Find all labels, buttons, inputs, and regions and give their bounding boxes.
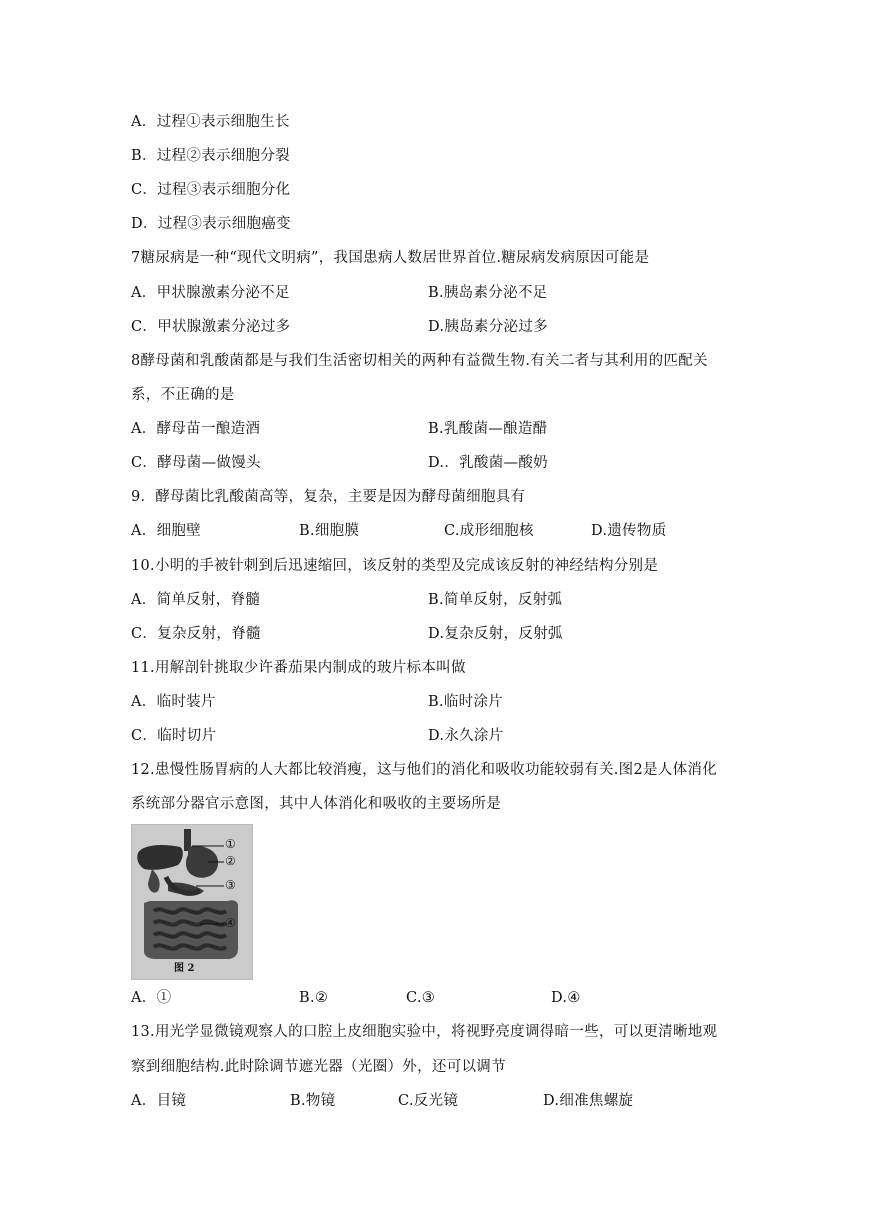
q7-option-a: A．甲状腺激素分泌不足 bbox=[131, 285, 290, 301]
q9-option-d: D.遗传物质 bbox=[591, 523, 667, 539]
digestive-system-figure bbox=[131, 824, 253, 980]
q13-option-b: B.物镜 bbox=[290, 1093, 336, 1109]
q10-option-b: B.简单反射，反射弧 bbox=[428, 592, 563, 608]
q6-option-a: A．过程①表示细胞生长 bbox=[131, 114, 290, 130]
q12-option-a: A．① bbox=[131, 990, 172, 1006]
q11-option-b: B.临时涂片 bbox=[428, 694, 504, 710]
q6-option-c: C．过程③表示细胞分化 bbox=[131, 182, 291, 198]
q11-option-a: A．临时装片 bbox=[131, 694, 216, 710]
q10-option-a: A．简单反射，脊髓 bbox=[131, 592, 261, 608]
q9-stem: 9．酵母菌比乳酸菌高等，复杂，主要是因为酵母菌细胞具有 bbox=[131, 489, 526, 505]
q13-option-d: D.细准焦螺旋 bbox=[543, 1093, 634, 1109]
q13-option-a: A．目镜 bbox=[131, 1093, 187, 1109]
q8-stem-line2: 系，不正确的是 bbox=[131, 387, 235, 403]
q9-option-c: C.成形细胞核 bbox=[444, 523, 534, 539]
q13-option-c: C.反光镜 bbox=[398, 1093, 459, 1109]
figure-label-4: ④ bbox=[225, 916, 236, 930]
q13-stem-line1: 13.用光学显微镜观察人的口腔上皮细胞实验中，将视野亮度调得暗一些，可以更清晰地观 bbox=[131, 1024, 718, 1040]
q9-option-b: B.细胞膜 bbox=[299, 523, 360, 539]
q7-option-d: D.胰岛素分泌过多 bbox=[428, 319, 548, 335]
q12-option-d: D.④ bbox=[551, 990, 581, 1006]
figure-label-3: ③ bbox=[225, 878, 236, 892]
q10-option-d: D.复杂反射，反射弧 bbox=[428, 626, 563, 642]
figure-caption: 图 2 bbox=[174, 963, 195, 974]
q10-stem: 10.小明的手被针刺到后迅速缩回，该反射的类型及完成该反射的神经结构分别是 bbox=[131, 558, 659, 574]
q10-option-c: C．复杂反射，脊髓 bbox=[131, 626, 261, 642]
q8-option-b: B.乳酸菌—酿造醋 bbox=[428, 421, 548, 437]
q11-stem: 11.用解剖针挑取少许番茄果内制成的玻片标本叫做 bbox=[131, 660, 466, 676]
q8-option-d: D.．乳酸菌—酸奶 bbox=[428, 455, 548, 471]
q7-option-c: C．甲状腺激素分泌过多 bbox=[131, 319, 291, 335]
q7-stem: 7糖尿病是一种“现代文明病”，我国患病人数居世界首位.糖尿病发病原因可能是 bbox=[131, 250, 650, 266]
q6-option-b: B．过程②表示细胞分裂 bbox=[131, 148, 290, 164]
q12-stem-line1: 12.患慢性肠胃病的人大都比较消瘦，这与他们的消化和吸收功能较弱有关.图2是人体消化 bbox=[131, 762, 717, 778]
q8-option-c: C．酵母菌—做馒头 bbox=[131, 455, 261, 471]
q8-option-a: A．酵母苗一酿造酒 bbox=[131, 421, 261, 437]
q12-stem-line2: 系统部分器官示意图，其中人体消化和吸收的主要场所是 bbox=[131, 796, 501, 812]
q6-option-d: D．过程③表示细胞癌变 bbox=[131, 216, 291, 232]
q9-option-a: A．细胞壁 bbox=[131, 523, 201, 539]
figure-label-1: ① bbox=[225, 837, 236, 851]
q11-option-d: D.永久涂片 bbox=[428, 728, 504, 744]
figure-label-2: ② bbox=[225, 854, 236, 868]
q8-stem-line1: 8酵母菌和乳酸菌都是与我们生活密切相关的两种有益微生物.有关二者与其利用的匹配关 bbox=[131, 353, 708, 369]
q7-option-b: B.胰岛素分泌不足 bbox=[428, 285, 548, 301]
q11-option-c: C．临时切片 bbox=[131, 728, 217, 744]
q12-option-c: C.③ bbox=[406, 990, 436, 1006]
q12-option-b: B.② bbox=[299, 990, 329, 1006]
q13-stem-line2: 察到细胞结构.此时除调节遮光器（光圈）外，还可以调节 bbox=[131, 1059, 506, 1075]
